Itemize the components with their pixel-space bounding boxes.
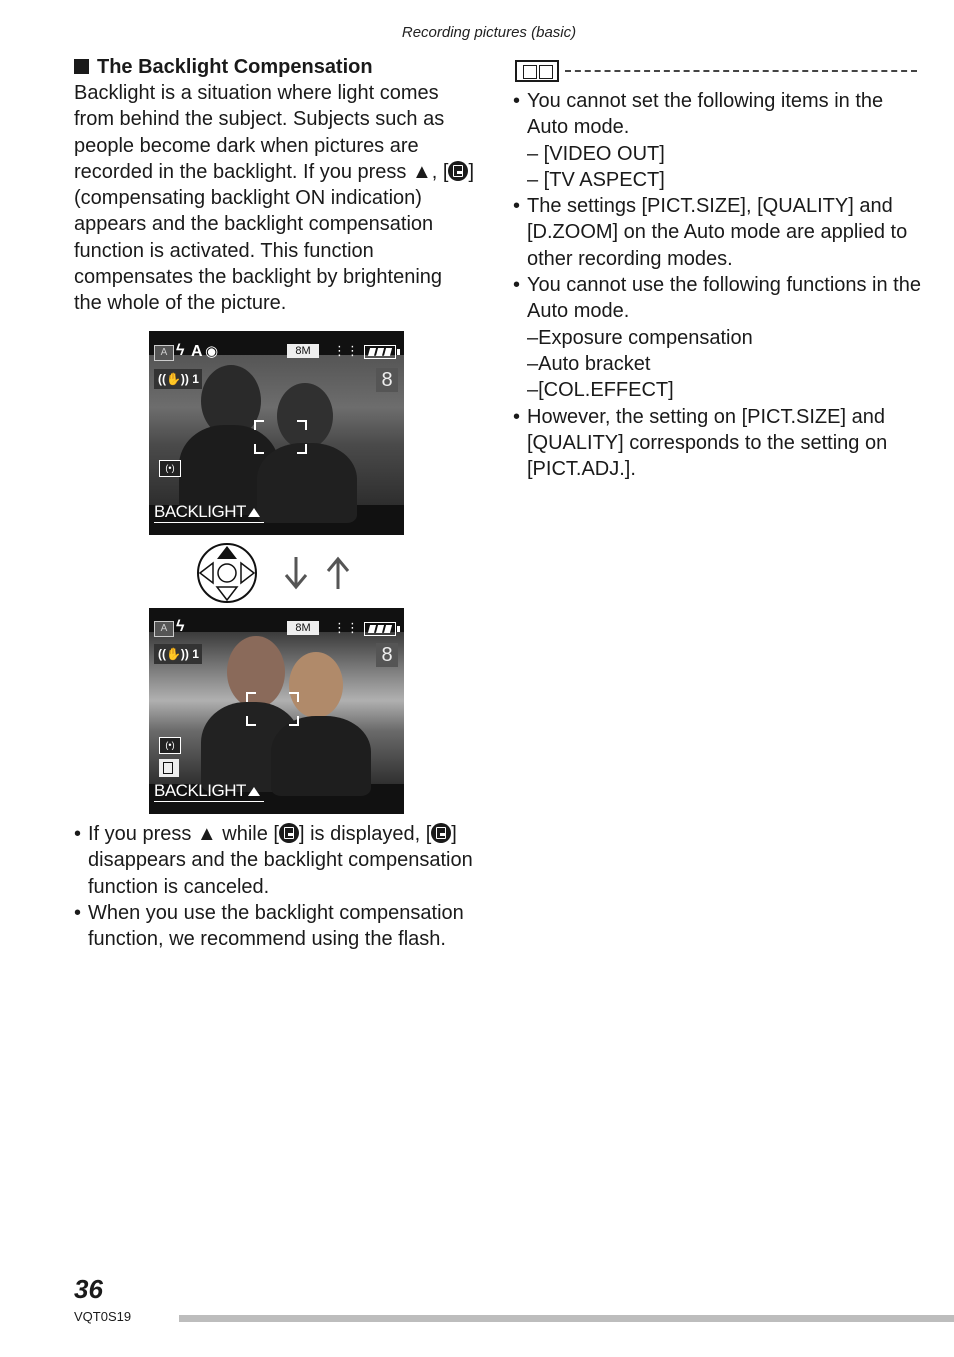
- section-header: Recording pictures (basic): [401, 24, 577, 41]
- sub-item: – [VIDEO OUT]: [527, 142, 665, 165]
- square-bullet-icon: [74, 59, 89, 74]
- picture-size-badge: 8M: [287, 621, 319, 635]
- stabilizer-icon: ((✋)) 1: [154, 644, 202, 664]
- battery-icon: [364, 345, 396, 359]
- af-frame-corner: [297, 420, 307, 430]
- cursor-button-icon: [196, 542, 258, 604]
- note-header: [513, 60, 923, 86]
- sub-item: –Exposure compensation: [527, 326, 753, 349]
- toggle-arrows-icon: [280, 553, 360, 593]
- list-item: • The settings [PICT.SIZE], [QUALITY] and [D.ZOOM] on the Auto mode are applied to other recording modes.: [513, 195, 908, 270]
- sub-item: –[COL.EFFECT]: [527, 379, 674, 402]
- backlight-icon: [279, 823, 299, 843]
- picture-size-badge: 8M: [287, 344, 319, 358]
- up-triangle-icon: [248, 508, 260, 517]
- footer-bar: [179, 1315, 954, 1322]
- af-frame-corner: [246, 692, 256, 702]
- model-code: VQT0S19: [74, 1309, 132, 1324]
- notes-column: [513, 60, 923, 482]
- backlight-prompt: BACKLIGHT: [154, 502, 264, 523]
- auto-mode-icon: A: [154, 345, 174, 361]
- list-item: • You cannot use the following functions in the Auto mode.: [513, 274, 921, 323]
- sub-item: – [TV ASPECT]: [527, 168, 665, 191]
- quality-icon: ⋮⋮: [333, 620, 359, 635]
- remaining-count: 8: [376, 643, 398, 667]
- auto-flash-icon: A: [191, 343, 203, 360]
- intro-paragraph: Backlight is a situation where light comes from behind the subject. Subjects such as people become dark when pictures are recorded in the backlight. If you press ▲, [ ] (compensating backlight ON indication) appears and the backlight compensation function is activated. This function compensates the backlight by brightening the whole of the picture.: [74, 82, 474, 315]
- left-bullets: [74, 821, 474, 952]
- af-frame-corner: [297, 444, 307, 454]
- metering-icon: (•): [159, 460, 181, 477]
- remaining-count: 8: [376, 368, 398, 392]
- af-frame-corner: [254, 420, 264, 430]
- lcd-screen-before: [149, 331, 404, 535]
- list-item: • If you press ▲ while [ ] is displayed, [ ] disappears and the backlight compensation function is canceled.: [74, 823, 473, 898]
- flash-icon: ϟ: [176, 618, 185, 635]
- list-item: • However, the setting on [PICT.SIZE] and [QUALITY] corresponds to the setting on [PICT.ADJ.].: [513, 405, 888, 481]
- red-eye-icon: ◉: [205, 343, 219, 360]
- af-frame-corner: [254, 444, 264, 454]
- page-number: 36: [74, 1274, 103, 1304]
- up-triangle-icon: [248, 787, 260, 796]
- flash-icon: ϟ: [176, 342, 185, 359]
- left-column: [74, 54, 474, 317]
- stabilizer-icon: ((✋)) 1: [154, 369, 202, 389]
- auto-mode-icon: A: [154, 621, 174, 637]
- af-frame-corner: [289, 692, 299, 702]
- lcd-screen-after: [149, 608, 404, 814]
- sub-item: –Auto bracket: [527, 352, 651, 375]
- metering-icon: (•): [159, 737, 181, 754]
- note-book-icon: [515, 60, 559, 82]
- list-item: • You cannot set the following items in the Auto mode.: [513, 90, 884, 139]
- list-item: • When you use the backlight compensation function, we recommend using the flash.: [74, 901, 464, 951]
- backlight-prompt: BACKLIGHT: [154, 781, 264, 802]
- battery-icon: [364, 622, 396, 636]
- quality-icon: ⋮⋮: [333, 343, 359, 358]
- af-frame-corner: [246, 716, 256, 726]
- dashed-divider: [565, 70, 917, 72]
- section-title: The Backlight Compensation: [74, 54, 474, 80]
- af-frame-corner: [289, 716, 299, 726]
- backlight-icon: [448, 161, 468, 181]
- backlight-icon: [431, 823, 451, 843]
- backlight-on-icon: [159, 759, 179, 777]
